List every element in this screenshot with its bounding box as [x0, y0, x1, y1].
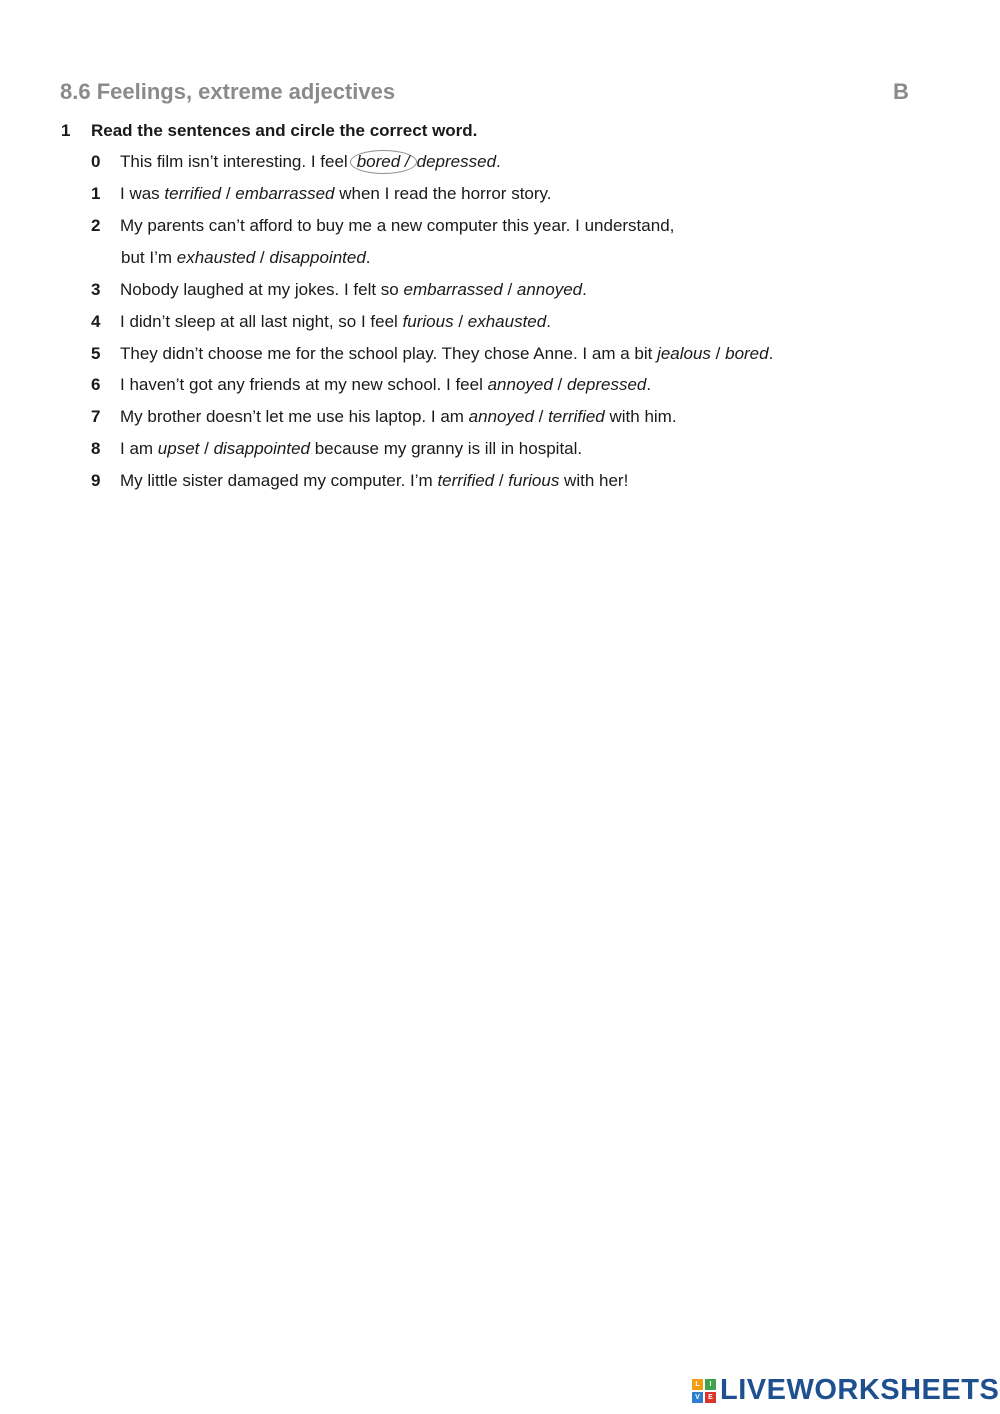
item-text: They didn’t choose me for the school play. They chose Anne. I am a bit: [120, 344, 658, 363]
item-text: Nobody laughed at my jokes. I felt so: [120, 280, 404, 299]
item-text-after: with him.: [604, 407, 677, 426]
item-text: My brother doesn’t let me use his laptop. I am: [120, 407, 469, 426]
option-separator: /: [552, 375, 567, 394]
exercise-item-9: [91, 465, 941, 497]
exercise-item-5: [91, 338, 941, 370]
item-number: 2: [91, 216, 101, 235]
exercise-instruction: Read the sentences and circle the correct word.: [91, 121, 478, 140]
logo-blocks-icon: [692, 1379, 716, 1403]
level-letter: B: [893, 79, 909, 104]
option-separator: /: [494, 471, 509, 490]
item-number: 6: [91, 375, 101, 394]
exercise-item-8: [91, 433, 941, 465]
item-text: My little sister damaged my computer. I’m: [120, 471, 438, 490]
option-2[interactable]: bored: [725, 344, 769, 363]
exercise-item-1: [91, 178, 941, 210]
option-separator: /: [400, 152, 410, 171]
item-text-after: with her!: [559, 471, 629, 490]
item-text: I was: [120, 184, 165, 203]
option-1[interactable]: embarrassed: [403, 280, 503, 299]
option-1[interactable]: jealous: [657, 344, 711, 363]
exercise-item-6: [91, 369, 941, 401]
option-1[interactable]: terrified: [437, 471, 495, 490]
option-2[interactable]: depressed: [416, 152, 497, 171]
option-1[interactable]: annoyed: [468, 407, 534, 426]
option-2[interactable]: furious: [508, 471, 560, 490]
item-text-after: because my granny is ill in hospital.: [309, 439, 583, 458]
item-text: I am: [120, 439, 158, 458]
item-number: 3: [91, 280, 101, 299]
exercise-item-7: [91, 401, 941, 433]
option-separator: /: [502, 280, 517, 299]
item-text-after: .: [365, 248, 371, 267]
item-text-after: .: [768, 344, 774, 363]
item-number: 8: [91, 439, 101, 458]
item-number: 4: [91, 312, 101, 331]
option-separator: /: [221, 184, 236, 203]
option-separator: /: [710, 344, 726, 363]
option-1[interactable]: annoyed: [487, 375, 553, 394]
option-2[interactable]: embarrassed: [235, 184, 335, 203]
page-title: 8.6 Feelings, extreme adjectives: [60, 79, 396, 104]
option-separator: /: [255, 248, 270, 267]
option-separator: /: [453, 312, 468, 331]
logo-text: LIVEWORKSHEETS: [720, 1374, 1000, 1406]
option-separator: /: [199, 439, 214, 458]
exercise-item-2-continuation: [121, 242, 371, 274]
option-1[interactable]: terrified: [164, 184, 222, 203]
option-1-text: bored: [356, 152, 401, 171]
logo-block-l: L: [692, 1379, 703, 1390]
exercise-item-0: [91, 146, 941, 178]
logo-block-v: V: [692, 1392, 703, 1403]
item-number: 7: [91, 407, 101, 426]
item-text: This film isn’t interesting. I feel: [120, 152, 348, 171]
exercise-item-3: [91, 274, 941, 306]
option-1[interactable]: upset: [157, 439, 200, 458]
option-2[interactable]: disappointed: [213, 439, 310, 458]
item-number: 1: [91, 184, 101, 203]
item-text: I haven’t got any friends at my new school. I feel: [120, 375, 488, 394]
liveworksheets-logo[interactable]: [692, 1374, 999, 1407]
item-text-after: when I read the horror story.: [334, 184, 552, 203]
item-number: 9: [91, 471, 101, 490]
circled-answer-bored[interactable]: [350, 150, 417, 174]
option-2[interactable]: depressed: [567, 375, 647, 394]
option-1[interactable]: exhausted: [176, 248, 256, 267]
item-text: but I’m: [121, 248, 177, 267]
item-number: 5: [91, 344, 101, 363]
item-text-after: .: [646, 375, 652, 394]
exercise-number: 1: [61, 121, 71, 140]
item-text: I didn’t sleep at all last night, so I feel: [120, 312, 403, 331]
option-2[interactable]: annoyed: [516, 280, 583, 299]
item-text-line-1: My parents can’t afford to buy me a new computer this year. I understand,: [120, 216, 675, 235]
logo-block-i: I: [705, 1379, 716, 1390]
item-number: 0: [91, 152, 101, 171]
item-text-after: .: [582, 280, 587, 299]
option-separator: /: [533, 407, 549, 426]
option-2[interactable]: disappointed: [269, 248, 366, 267]
option-2[interactable]: terrified: [548, 407, 605, 426]
option-1[interactable]: furious: [402, 312, 454, 331]
logo-block-e: E: [705, 1392, 716, 1403]
exercise-item-4: [91, 306, 941, 338]
exercise-item-2: [91, 210, 941, 242]
item-text-after: .: [496, 152, 501, 171]
option-2[interactable]: exhausted: [467, 312, 547, 331]
item-text-after: .: [546, 312, 551, 331]
